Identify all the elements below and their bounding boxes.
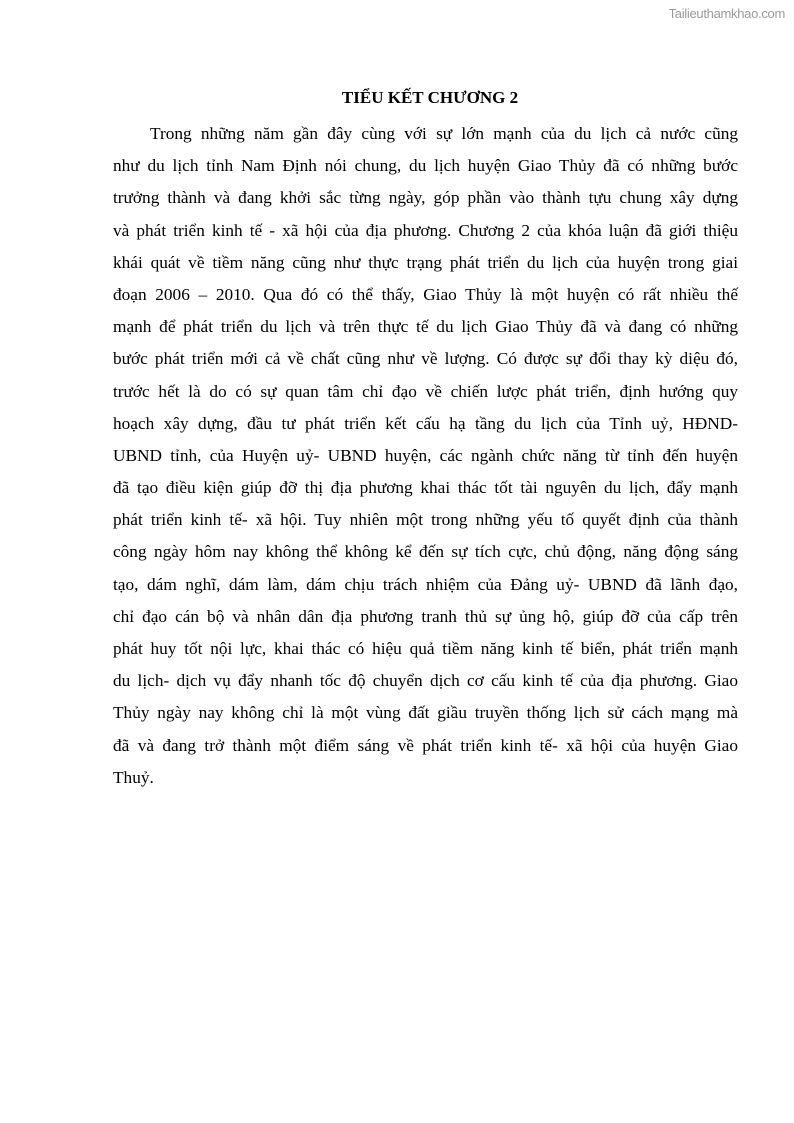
text-line: tạo, dám nghĩ, dám làm, dám chịu trách nhiệm của Đảng uỷ- UBND đã lãnh đạo, bbox=[113, 574, 738, 594]
text-line: đã và đang trở thành một điểm sáng về phát triển kinh tế- xã hội của huyện Giao bbox=[113, 735, 738, 755]
text-line: chỉ đạo cán bộ và nhân dân địa phương tranh thủ sự ủng hộ, giúp đỡ của cấp trên bbox=[113, 606, 738, 626]
text-line: Trong những năm gần đây cùng với sự lớn mạnh của du lịch cả nước cũng bbox=[150, 124, 738, 143]
text-line: phát triển kinh tế- xã hội. Tuy nhiên một trong những yếu tố quyết định của thành bbox=[113, 510, 738, 530]
watermark: Tailieuthamkhao.com bbox=[668, 6, 785, 21]
text-line: đã tạo điều kiện giúp đỡ thị địa phương khai thác tốt tài nguyên du lịch, đẩy mạnh bbox=[113, 478, 738, 498]
text-line: đoạn 2006 – 2010. Qua đó có thể thấy, Giao Thủy là một huyện có rất nhiều thế bbox=[113, 284, 738, 304]
section-title: TIỂU KẾT CHƯƠNG 2 bbox=[341, 88, 519, 107]
text-line: mạnh để phát triển du lịch và trên thực tế du lịch Giao Thủy đã và đang có những bbox=[113, 317, 738, 337]
body-paragraph bbox=[113, 121, 738, 797]
text-line: UBND tỉnh, của Huyện uỷ- UBND huyện, các ngành chức năng từ tỉnh đến huyện bbox=[113, 445, 738, 465]
text-line: và phát triển kinh tế - xã hội của địa phương. Chương 2 của khóa luận đã giới thiệu bbox=[113, 220, 738, 240]
text-line: Thủy ngày nay không chỉ là một vùng đất giầu truyền thống lịch sử cách mạng mà bbox=[113, 703, 738, 723]
text-line: hoạch xây dựng, đầu tư phát triển kết cấu hạ tầng du lịch của Tỉnh uỷ, HĐND- bbox=[113, 413, 738, 433]
text-line: công ngày hôm nay không thể không kể đến sự tích cực, chủ động, năng động sáng bbox=[113, 542, 738, 562]
text-line: như du lịch tỉnh Nam Định nói chung, du lịch huyện Giao Thủy đã có những bước bbox=[113, 156, 738, 176]
text-line: khái quát về tiềm năng cũng như thực trạng phát triển du lịch của huyện trong giai bbox=[113, 252, 738, 272]
text-line: Thuỷ. bbox=[113, 767, 154, 787]
text-line: du lịch- dịch vụ đẩy nhanh tốc độ chuyển dịch cơ cấu kinh tế của địa phương. Giao bbox=[113, 671, 738, 691]
text-line: bước phát triển mới cả về chất cũng như về lượng. Có được sự đổi thay kỳ diệu đó, bbox=[113, 349, 738, 369]
text-line: phát huy tốt nội lực, khai thác có hiệu quả tiềm năng kinh tế biển, phát triển mạnh bbox=[113, 639, 738, 658]
text-line: trưởng thành và đang khởi sắc từng ngày, góp phần vào thành tựu chung xây dựng bbox=[113, 188, 738, 208]
text-line: trước hết là do có sự quan tâm chỉ đạo về chiến lược phát triển, định hướng quy bbox=[113, 381, 738, 401]
